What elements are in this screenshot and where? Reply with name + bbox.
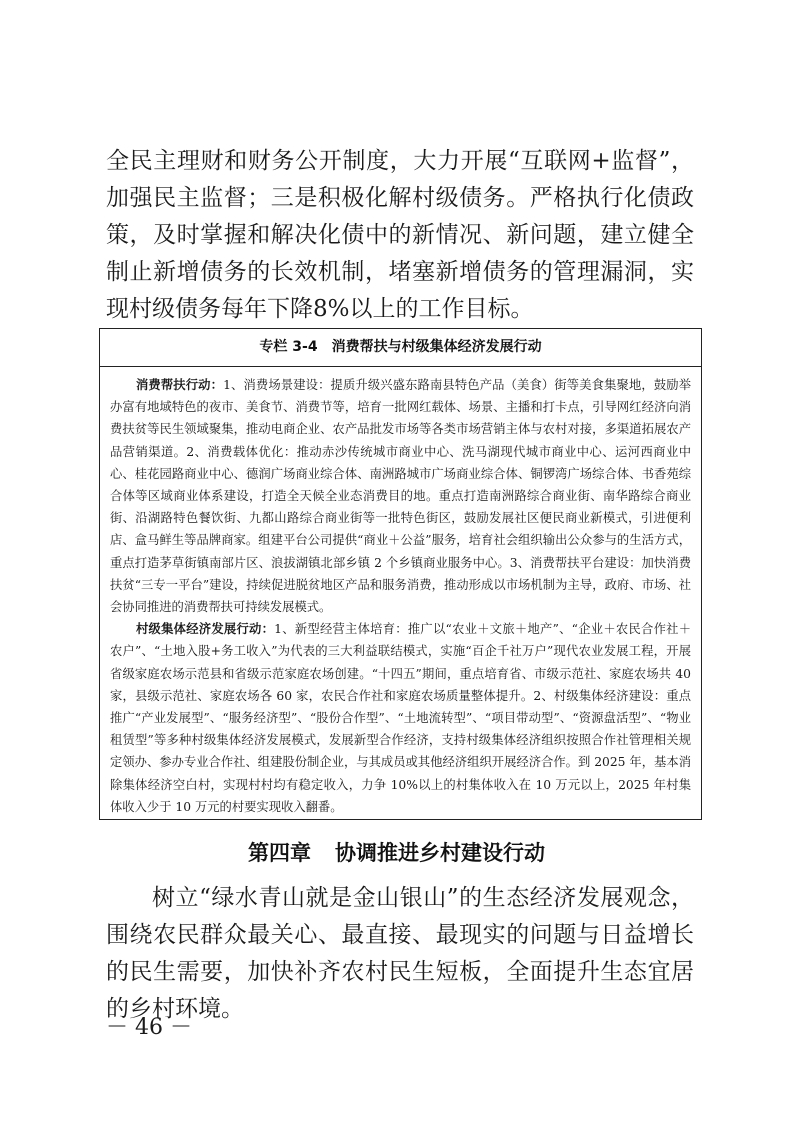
body-paragraph-bottom: 树立“绿水青山就是金山银山”的生态经济发展观念，围绕农民群众最关心、最直接、最现实的问题与日益增长的民生需要，加快补齐农村民生短板，全面提升生态宜居的乡村环境。	[106, 885, 694, 1022]
feature-box-body	[100, 367, 701, 818]
village-collective-economy-section	[110, 618, 691, 818]
consumption-assistance-section	[110, 374, 691, 618]
feature-box	[99, 328, 702, 820]
body-paragraph-top: 全民主理财和财务公开制度，大力开展“互联网+监督”，加强民主监督；三是积极化解村级债务。严格执行化债政策，及时掌握和解决化债中的新情况、新问题，建立健全制止新增债务的长效机制，堵塞新增债务的管理漏洞，实现村级债务每年下降8%以上的工作目标。	[106, 148, 694, 322]
chapter-number: 第四章	[248, 841, 311, 865]
section-text: 1、新型经营主体培育：推广以“农业＋文旅＋地产”、“企业＋农民合作社＋农户”、“土地入股+务工收入”为代表的三大利益联结模式，实施“百企千社万户”现代农业发展工程，开展省级家庭农场示范县和省级示范家庭农场创建。“十四五”期间，重点培育省、市级示范社、家庭农场共 40 家，县级示范社、家庭农场各 60 家，农民合作社和家庭农场质量整体提升。2、村级集体经济建设：重点推广“产业发展型”、“服务经济型”、“股份合作型”、“土地流转型”、“项目带动型”、“资源盘活型”、“物业租赁型”等多种村级集体经济发展模式，发展新型合作经济，支持村级集体经济组织按照合作社管理相关规定领办、参办专业合作社、组建股份制企业，与其成员或其他经济组织开展经济合作。到 2025 年，基本消除集体经济空白村，实现村村均有稳定收入，力争 10%以上的村集体收入在 10 万元以上，2025 年村集体收入少于 10 万元的村要实现收入翻番。	[110, 622, 691, 814]
page-number: － 46 －	[106, 1015, 192, 1040]
section-lead: 村级集体经济发展行动：	[136, 622, 275, 637]
chapter-heading	[0, 833, 793, 873]
section-lead: 消费帮扶行动：	[136, 378, 224, 392]
feature-box-title: 专栏 3-4 消费帮扶与村级集体经济发展行动	[100, 329, 701, 367]
section-text: 1、消费场景建设：提质升级兴盛东路南县特色产品（美食）街等美食集聚地，鼓励举办富有地域特色的夜市、美食节、消费节等，培育一批网红载体、场景、主播和打卡点，引导网红经济向消费扶贫等民生领域聚集，推动电商企业、农产品批发市场等各类市场营销主体与农村对接，多渠道拓展农产品营销渠道。2、消费载体优化：推动赤沙传统城市商业中心、洗马湖现代城市商业中心、运河西商业中心、桂花园路商业中心、德润广场商业综合体、南洲路城市广场商业综合体、铜锣湾广场综合体、书香苑综合体等区域商业体系建设，打造全天候全业态消费目的地。重点打造南洲路综合商业街、南华路综合商业街、沿湖路特色餐饮街、九都山路综合商业街等一批特色街区，鼓励发展社区便民商业新模式，引进便利店、盒马鲜生等品牌商家。组建平台公司提供“商业＋公益”服务，培育社会组织输出公众参与的生活方式，重点打造茅草街镇南部片区、浪拔湖镇北部乡镇 2 个乡镇商业服务中心。3、消费帮扶平台建设：加快消费扶贫“三专一平台”建设，持续促进脱贫地区产品和服务消费，推动形成以市场机制为主导，政府、市场、社会协同推进的消费帮扶可持续发展模式。	[110, 378, 691, 615]
chapter-title: 协调推进乡村建设行动	[335, 841, 545, 865]
